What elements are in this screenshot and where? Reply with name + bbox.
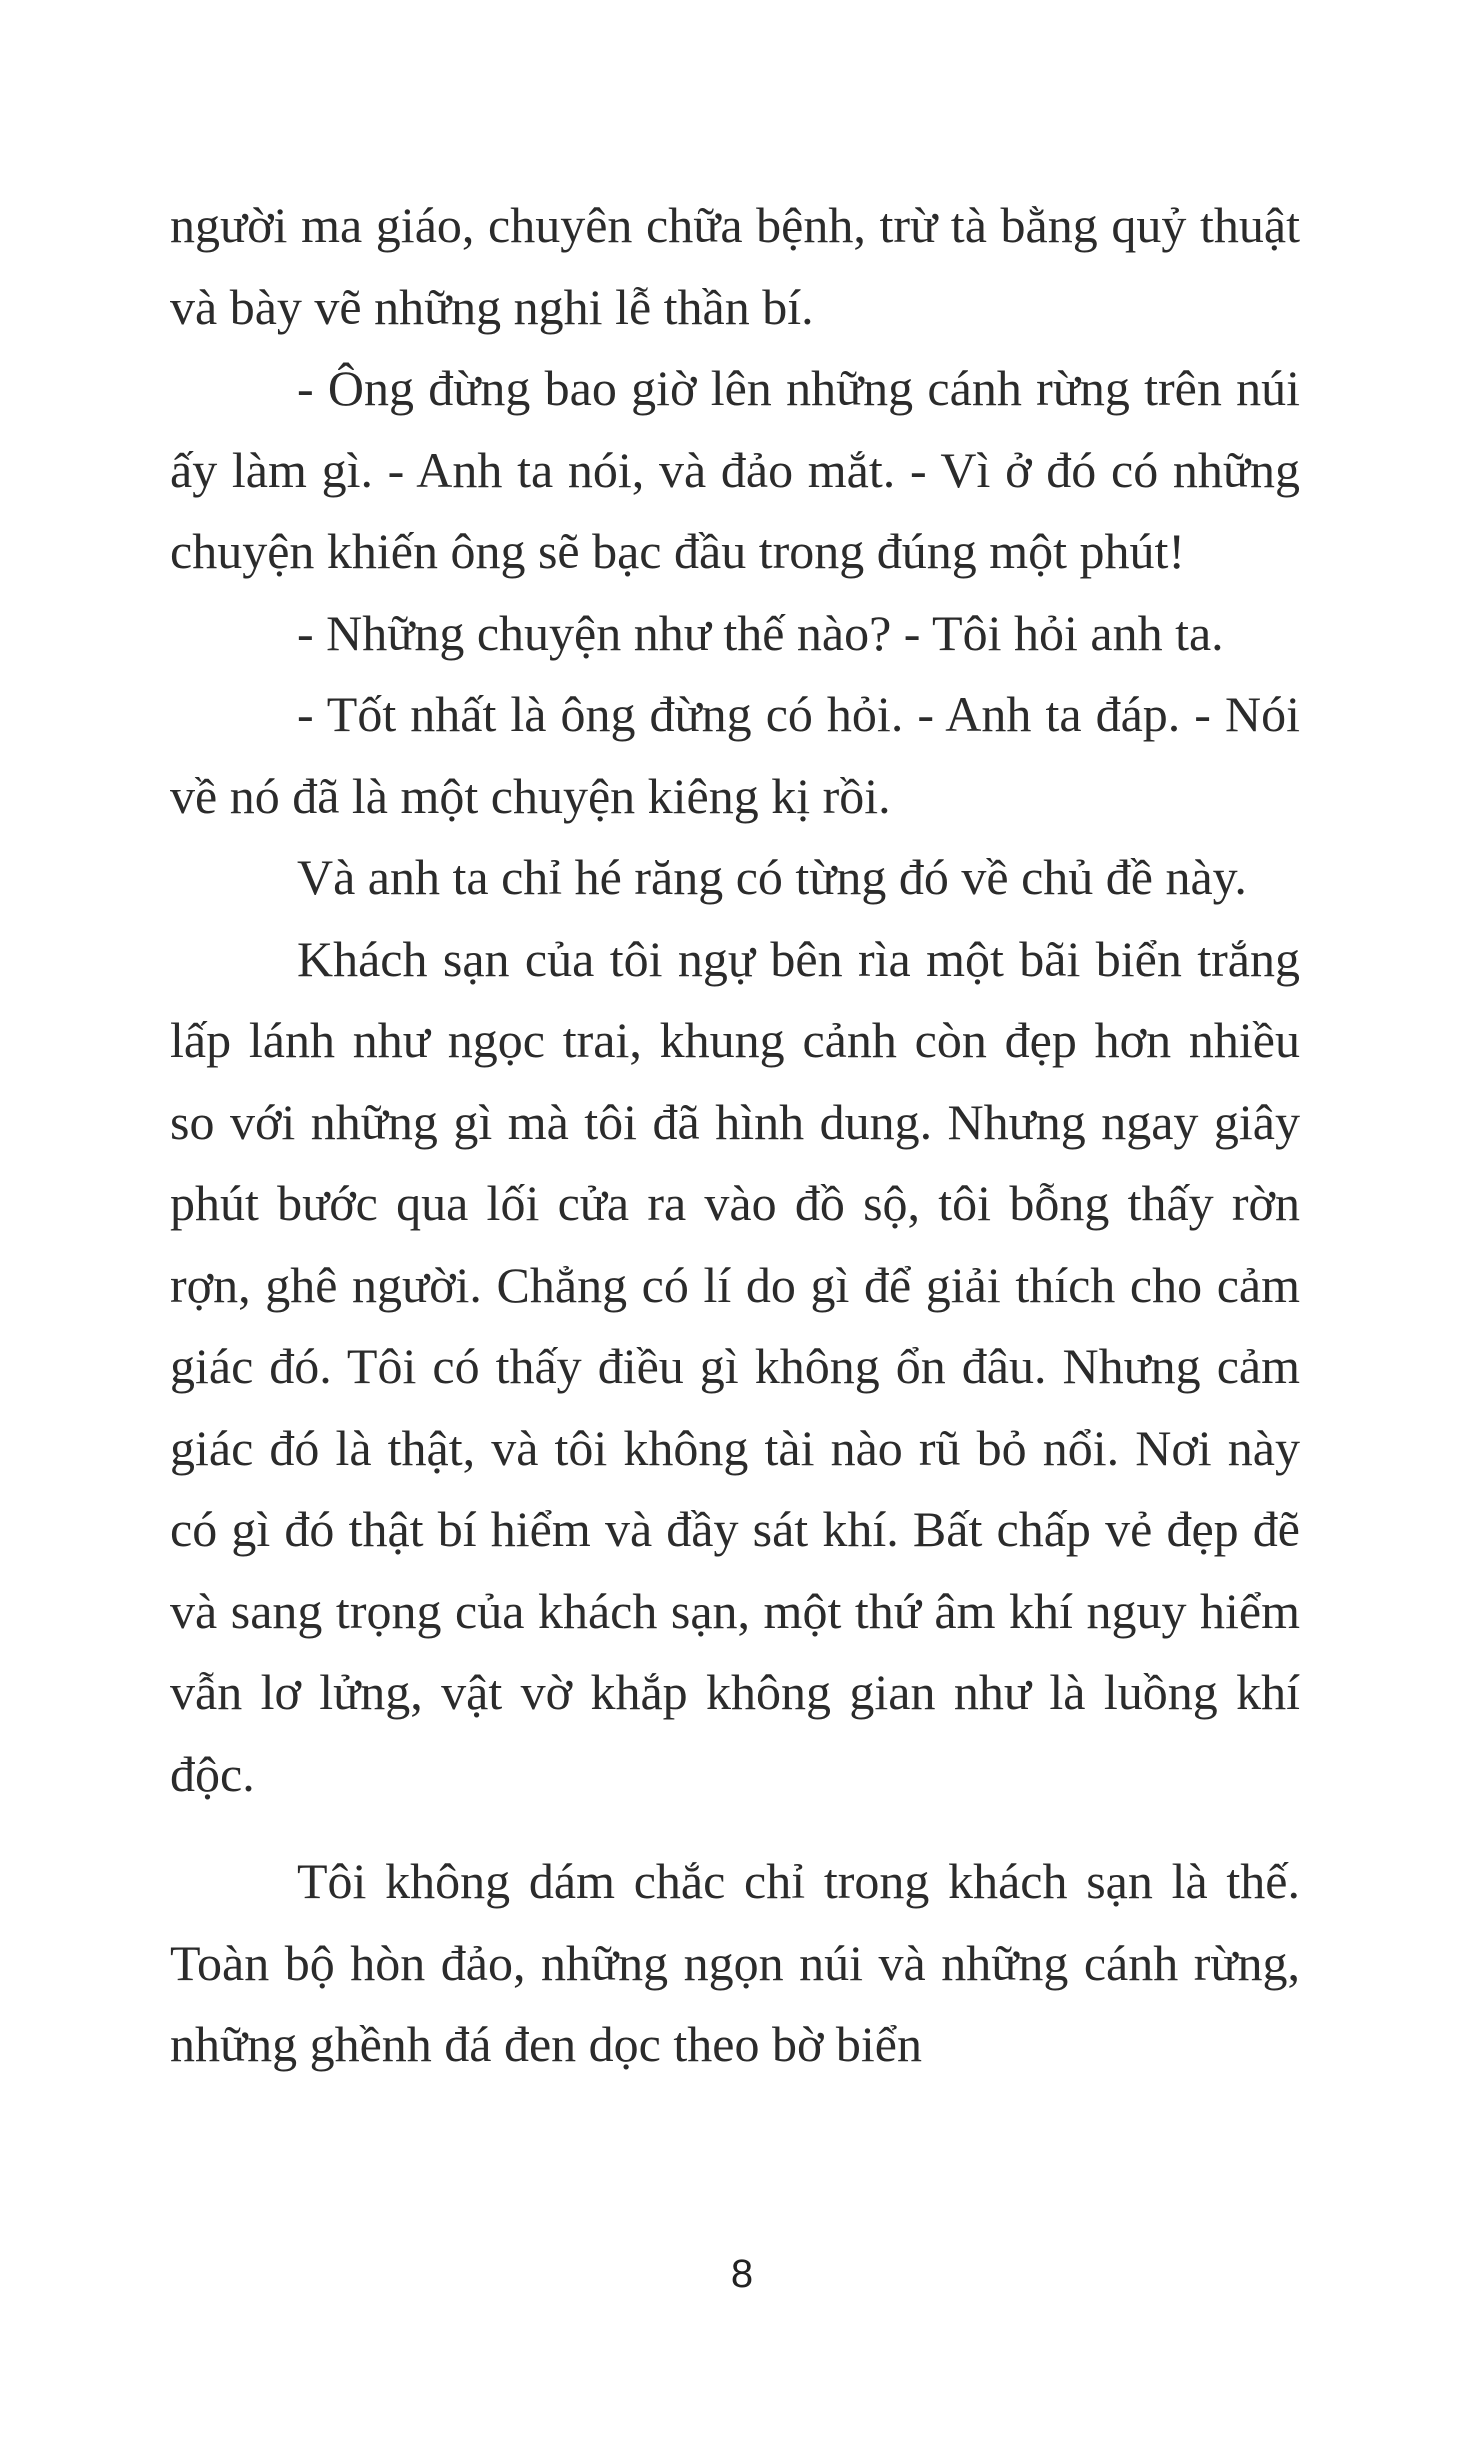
paragraph-4: - Tốt nhất là ông đừng có hỏi. - Anh ta đáp. - Nói về nó đã là một chuyện kiêng kị rồi. xyxy=(170,686,1300,824)
page-number: 8 xyxy=(730,2252,754,2296)
paragraph-2: - Ông đừng bao giờ lên những cánh rừng trên núi ấy làm gì. - Anh ta nói, và đảo mắt. - Vì ở đó có những chuyện khiến ông sẽ bạc đầu trong đúng một phút! xyxy=(170,360,1300,579)
paragraph-7: Tôi không dám chắc chỉ trong khách sạn là thế. Toàn bộ hòn đảo, những ngọn núi và những cánh rừng, những ghềnh đá đen dọc theo bờ biển xyxy=(170,1853,1300,2072)
paragraph-1: người ma giáo, chuyên chữa bệnh, trừ tà bằng quỷ thuật và bày vẽ những nghi lễ thần bí. xyxy=(170,197,1300,335)
body-text xyxy=(170,185,1300,2086)
paragraph-5: Và anh ta chỉ hé răng có từng đó về chủ đề này. xyxy=(297,849,1247,905)
paragraph-3: - Những chuyện như thế nào? - Tôi hỏi anh ta. xyxy=(297,604,1224,661)
paragraph-6: Khách sạn của tôi ngự bên rìa một bãi biển trắng lấp lánh như ngọc trai, khung cảnh còn đẹp hơn nhiều so với những gì mà tôi đã hình dung. Nhưng ngay giây phút bước qua lối cửa ra vào đồ sộ, tôi bỗng thấy rờn rợn, ghê người. Chẳng có lí do gì để giải thích cho cảm giác đó. Tôi có thấy điều gì không ổn đâu. Nhưng cảm giác đó là thật, và tôi không tài nào rũ bỏ nổi. Nơi này có gì đó thật bí hiểm và đầy sát khí. Bất chấp vẻ đẹp đẽ và sang trọng của khách sạn, một thứ âm khí nguy hiểm vẫn lơ lửng, vật vờ khắp không gian như là luồng khí độc. xyxy=(170,930,1300,1802)
